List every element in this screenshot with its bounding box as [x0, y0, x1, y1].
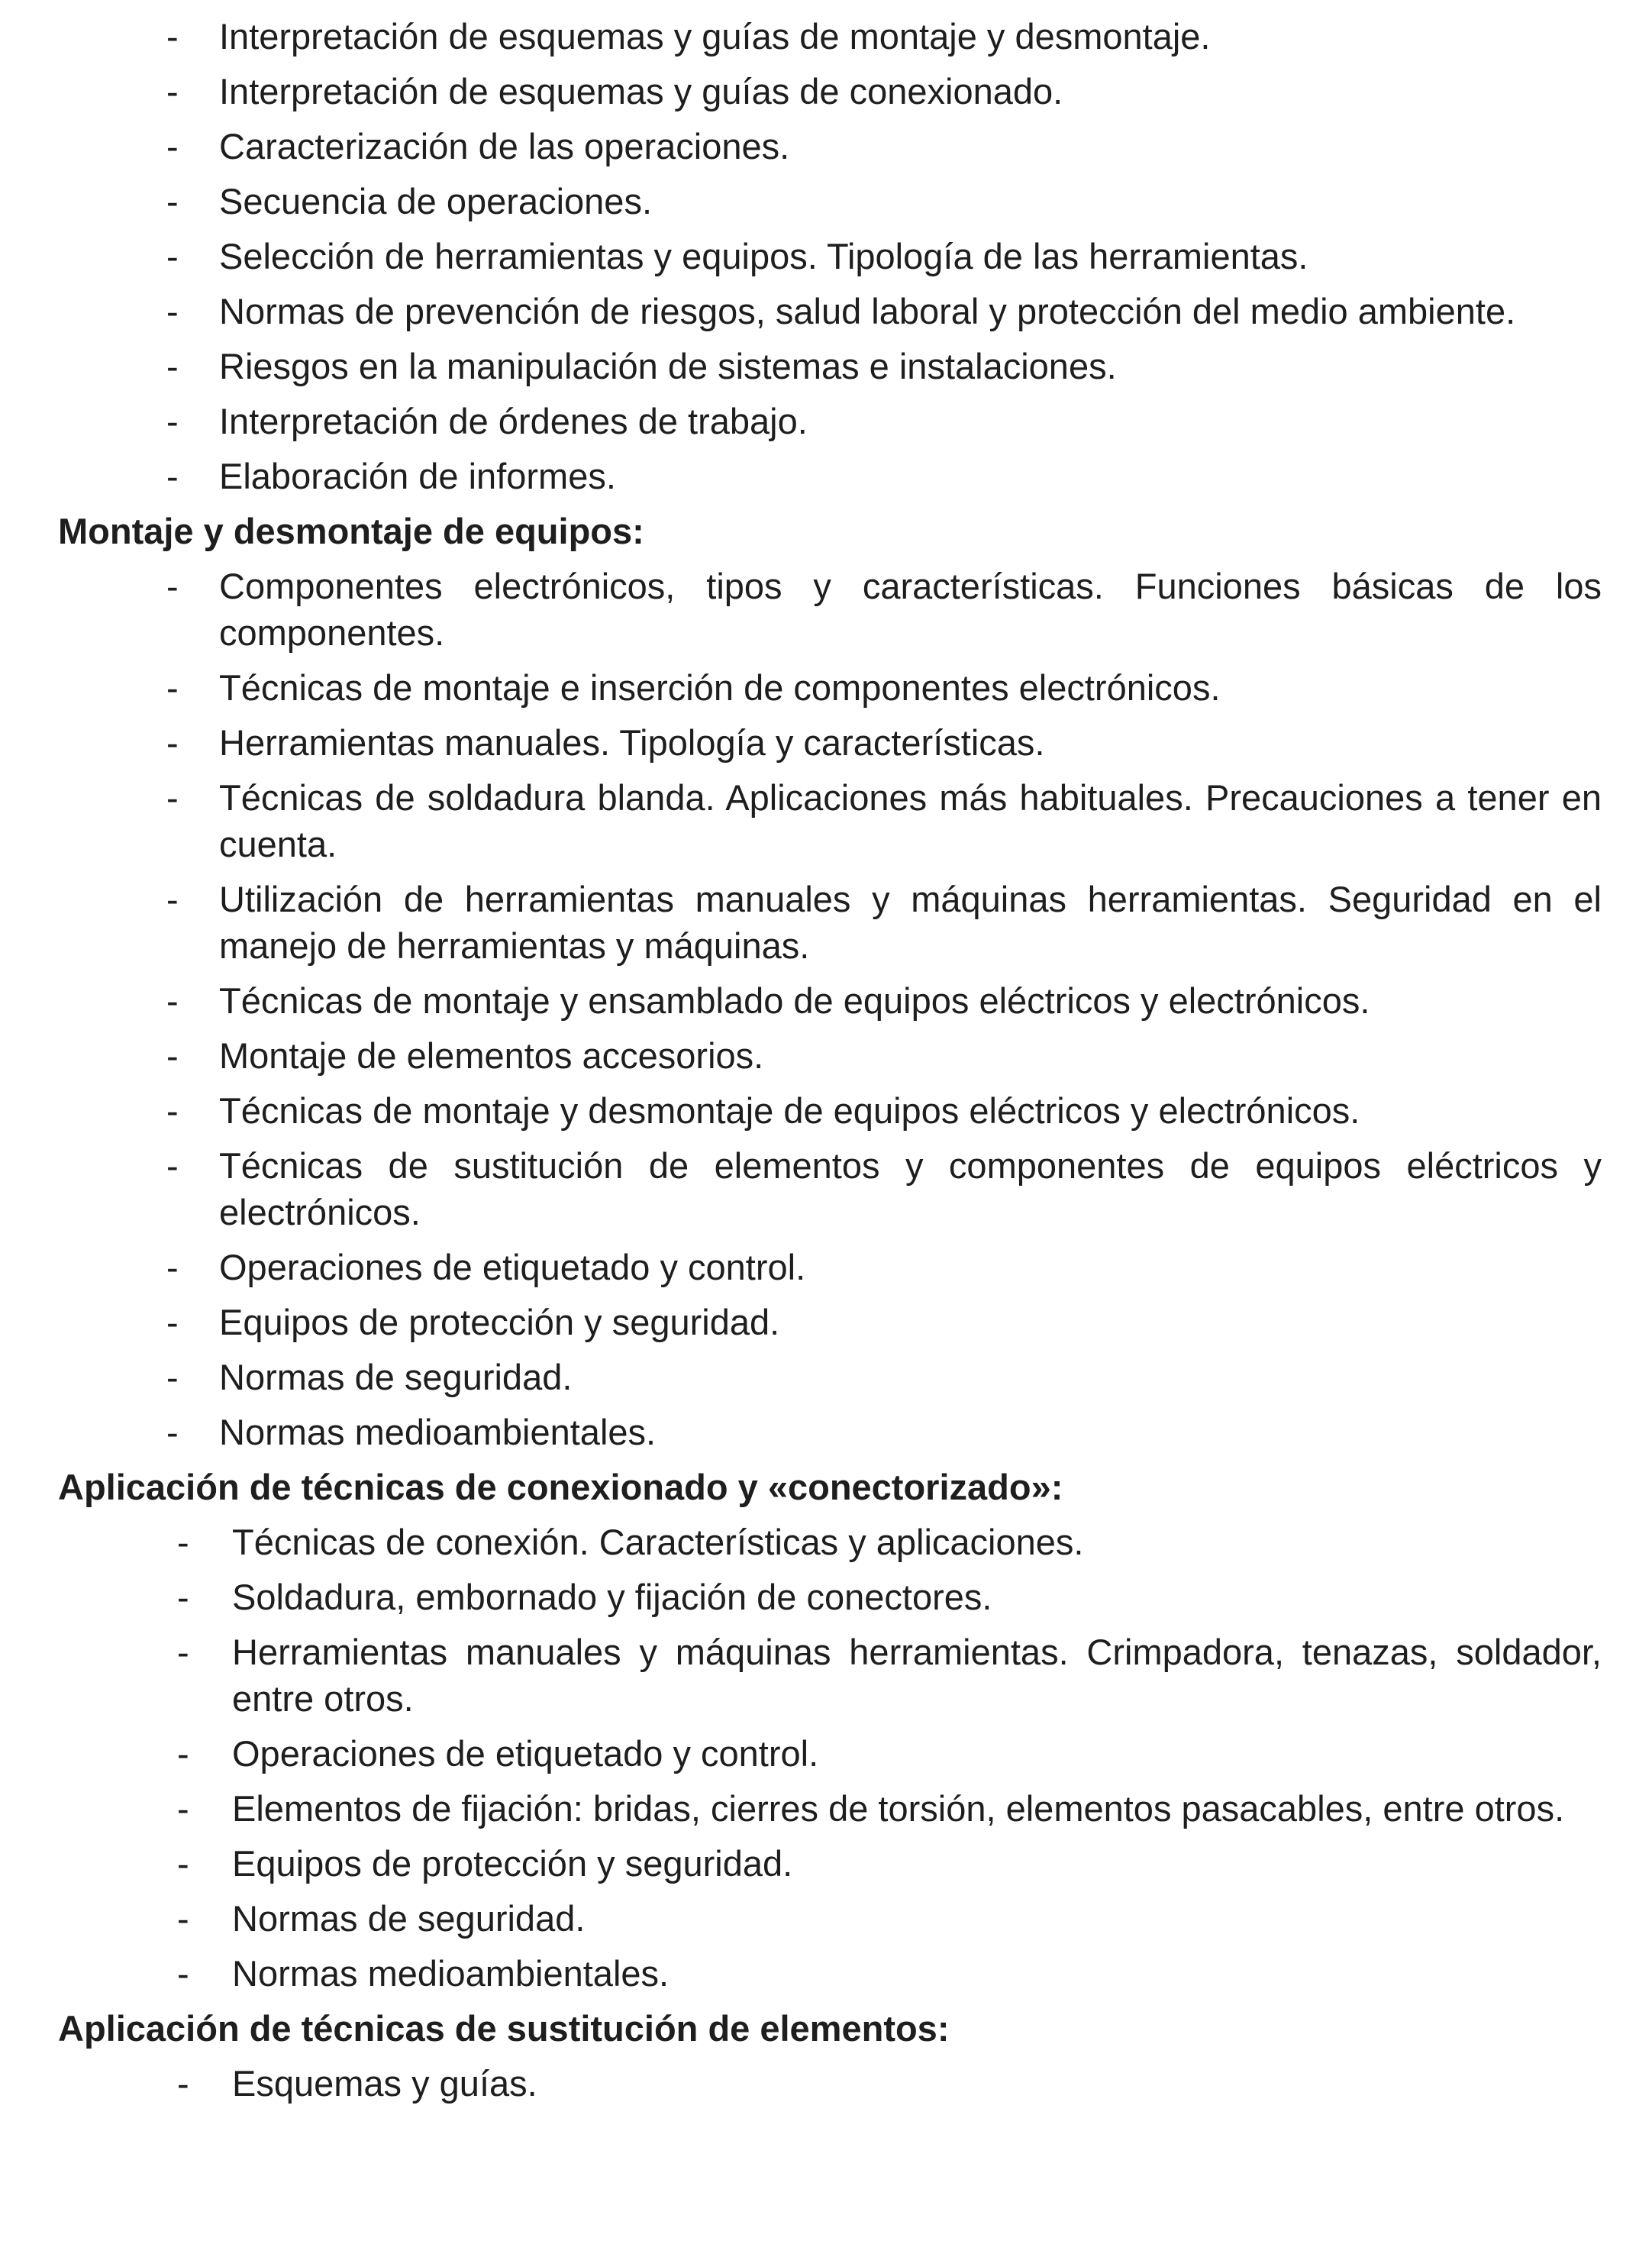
list-item-text: Normas de seguridad.: [219, 1357, 573, 1397]
list-item: [166, 178, 1602, 224]
list-item-text: Normas medioambientales.: [219, 1412, 657, 1452]
list-item-text: Técnicas de montaje y desmontaje de equipos eléctricos y electrónicos.: [219, 1090, 1360, 1131]
list-item: [166, 1299, 1602, 1345]
list-item-text: Operaciones de etiquetado y control.: [219, 1247, 806, 1287]
list-item-text: Interpretación de esquemas y guías de conexionado.: [219, 71, 1063, 111]
list-item: [177, 1840, 1602, 1887]
dash-bullet-icon: -: [177, 1577, 189, 1617]
list-item: [166, 288, 1602, 334]
bullet-list: [0, 13, 1652, 499]
list-item: [177, 1785, 1602, 1832]
section-heading: Aplicación de técnicas de conexionado y «conectorizado»:: [58, 1467, 1063, 1507]
dash-bullet-icon: -: [177, 1522, 189, 1562]
list-item: [177, 1895, 1602, 1942]
list-item-text: Componentes electrónicos, tipos y características. Funciones básicas de los componentes.: [219, 566, 1602, 653]
list-item-text: Soldadura, embornado y fijación de conectores.: [232, 1577, 992, 1617]
dash-bullet-icon: -: [166, 71, 179, 111]
list-item: [166, 1409, 1602, 1455]
list-item-text: Equipos de protección y seguridad.: [219, 1302, 780, 1342]
list-item: [166, 1087, 1602, 1134]
list-item-text: Secuencia de operaciones.: [219, 181, 653, 221]
list-item-text: Montaje de elementos accesorios.: [219, 1035, 764, 1076]
list-item: [166, 453, 1602, 499]
dash-bullet-icon: -: [177, 2063, 189, 2104]
list-item-text: Riesgos en la manipulación de sistemas e instalaciones.: [219, 346, 1117, 386]
dash-bullet-icon: -: [166, 1412, 179, 1452]
list-item-text: Técnicas de conexión. Características y aplicaciones.: [232, 1522, 1084, 1562]
dash-bullet-icon: -: [177, 1733, 189, 1774]
list-item-text: Normas de seguridad.: [232, 1898, 586, 1939]
list-item: [166, 1142, 1602, 1235]
list-item: [166, 774, 1602, 867]
list-item-text: Normas medioambientales.: [232, 1953, 670, 1994]
dash-bullet-icon: -: [166, 126, 179, 166]
list-item-text: Selección de herramientas y equipos. Tipología de las herramientas.: [219, 236, 1308, 276]
section-heading: Aplicación de técnicas de sustitución de elementos:: [58, 2008, 950, 2049]
dash-bullet-icon: -: [166, 346, 179, 386]
list-item: [166, 563, 1602, 656]
list-item-text: Equipos de protección y seguridad.: [232, 1843, 793, 1884]
list-item: [177, 2060, 1602, 2107]
list-item: [177, 1950, 1602, 1997]
list-item: [166, 123, 1602, 170]
dash-bullet-icon: -: [166, 1302, 179, 1342]
dash-bullet-icon: -: [166, 1035, 179, 1076]
dash-bullet-icon: -: [166, 1357, 179, 1397]
dash-bullet-icon: -: [166, 1247, 179, 1287]
list-item: [166, 664, 1602, 711]
list-item-text: Herramientas manuales. Tipología y características.: [219, 722, 1045, 763]
list-item-text: Caracterización de las operaciones.: [219, 126, 790, 166]
list-item: [166, 876, 1602, 969]
dash-bullet-icon: -: [166, 236, 179, 276]
dash-bullet-icon: -: [177, 1898, 189, 1939]
list-item-text: Técnicas de montaje e inserción de componentes electrónicos.: [219, 667, 1221, 708]
list-item: [166, 233, 1602, 279]
list-item-text: Utilización de herramientas manuales y máquinas herramientas. Seguridad en el manejo de herramientas y máquinas.: [219, 879, 1602, 966]
list-item: [166, 1032, 1602, 1079]
list-item-text: Técnicas de montaje y ensamblado de equipos eléctricos y electrónicos.: [219, 980, 1370, 1021]
dash-bullet-icon: -: [177, 1788, 189, 1829]
dash-bullet-icon: -: [166, 401, 179, 441]
dash-bullet-icon: -: [166, 566, 179, 606]
list-item-text: Técnicas de soldadura blanda. Aplicaciones más habituales. Precauciones a tener en cuenta.: [219, 777, 1602, 864]
list-item: [166, 343, 1602, 389]
dash-bullet-icon: -: [166, 16, 179, 57]
list-item-text: Interpretación de esquemas y guías de montaje y desmontaje.: [219, 16, 1211, 57]
list-item-text: Elaboración de informes.: [219, 456, 616, 496]
list-item: [166, 68, 1602, 115]
dash-bullet-icon: -: [177, 1843, 189, 1884]
bullet-list: [0, 1519, 1652, 1997]
list-item-text: Herramientas manuales y máquinas herramientas. Crimpadora, tenazas, soldador, entre otros.: [232, 1632, 1602, 1719]
list-item: [166, 977, 1602, 1024]
dash-bullet-icon: -: [166, 722, 179, 763]
list-item: [166, 1244, 1602, 1290]
list-item-text: Operaciones de etiquetado y control.: [232, 1733, 819, 1774]
list-item: [177, 1574, 1602, 1620]
dash-bullet-icon: -: [166, 879, 179, 919]
dash-bullet-icon: -: [166, 777, 179, 818]
list-item: [166, 719, 1602, 766]
dash-bullet-icon: -: [166, 1090, 179, 1131]
dash-bullet-icon: -: [166, 456, 179, 496]
dash-bullet-icon: -: [166, 980, 179, 1021]
dash-bullet-icon: -: [166, 181, 179, 221]
list-item: [166, 398, 1602, 444]
bullet-list: [0, 2060, 1652, 2107]
list-item: [177, 1519, 1602, 1565]
list-item-text: Elementos de fijación: bridas, cierres de torsión, elementos pasacables, entre otros.: [232, 1788, 1565, 1829]
list-item-text: Interpretación de órdenes de trabajo.: [219, 401, 808, 441]
list-item-text: Normas de prevención de riesgos, salud laboral y protección del medio ambiente.: [219, 291, 1516, 331]
list-item: [177, 1730, 1602, 1777]
list-item: [177, 1629, 1602, 1722]
list-item-text: Esquemas y guías.: [232, 2063, 537, 2104]
list-item-text: Técnicas de sustitución de elementos y componentes de equipos eléctricos y electrónicos.: [219, 1145, 1602, 1232]
dash-bullet-icon: -: [166, 1145, 179, 1186]
dash-bullet-icon: -: [177, 1953, 189, 1994]
dash-bullet-icon: -: [166, 291, 179, 331]
list-item: [166, 1354, 1602, 1400]
dash-bullet-icon: -: [177, 1632, 189, 1672]
list-item: [166, 13, 1602, 60]
bullet-list: [0, 563, 1652, 1455]
dash-bullet-icon: -: [166, 667, 179, 708]
section-heading: Montaje y desmontaje de equipos:: [58, 511, 644, 551]
